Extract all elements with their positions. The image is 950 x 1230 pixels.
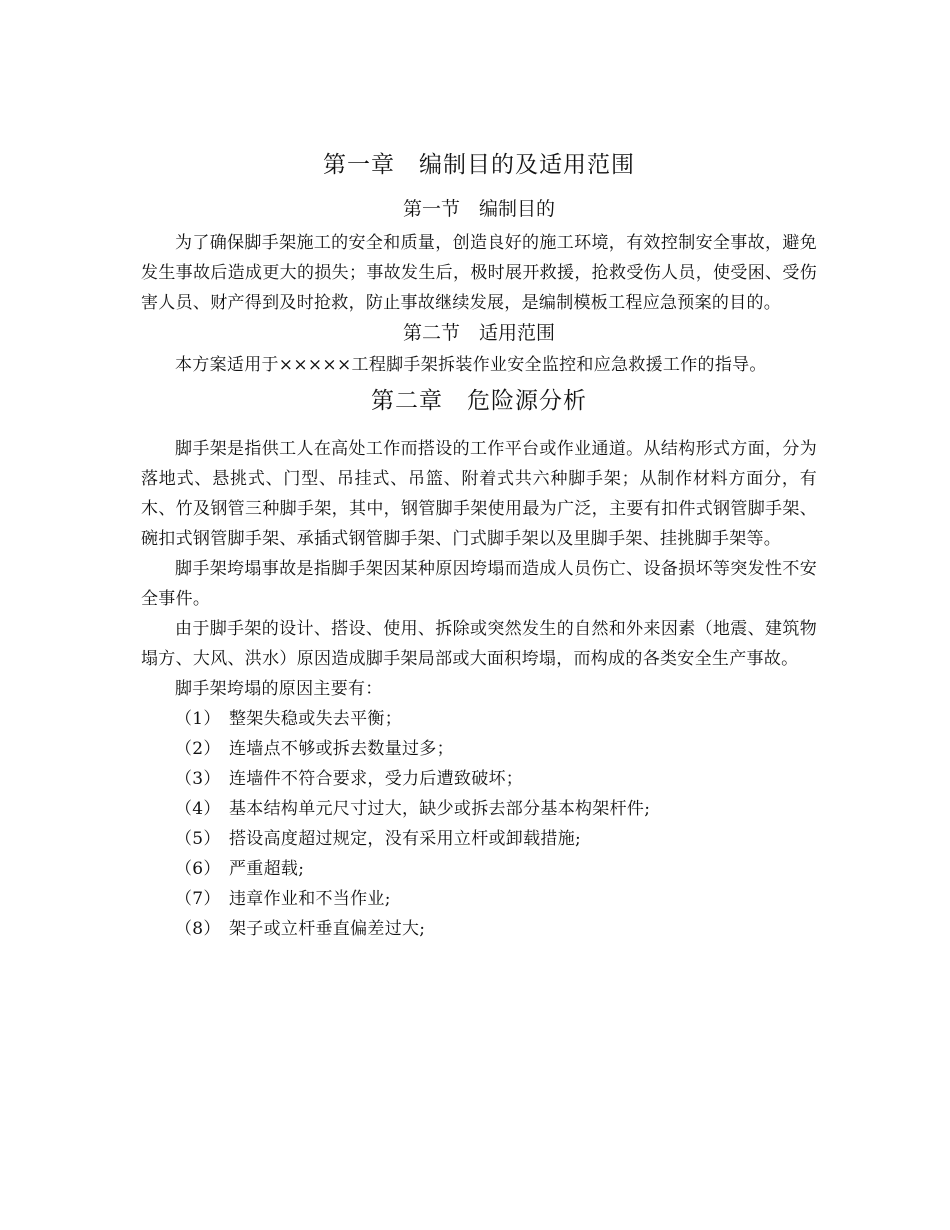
- list-item: [141, 914, 817, 944]
- list-item-text: 连墙件不符合要求，受力后遭致破坏；: [229, 769, 524, 789]
- chapter-2-title: 第二章 危险源分析: [371, 388, 587, 414]
- list-item: [141, 884, 817, 914]
- list-item-number: （3）: [175, 769, 221, 789]
- list-item-number: （8）: [175, 919, 221, 939]
- paragraph-collapse-definition: 脚手架垮塌事故是指脚手架因某种原因垮塌而造成人员伤亡、设备损坏等突发性不安全事件。: [141, 559, 817, 609]
- chapter-1-title: 第一章 编制目的及适用范围: [323, 152, 635, 178]
- list-item: [141, 794, 817, 824]
- paragraph-causes-intro: 脚手架垮塌的原因主要有：: [175, 679, 383, 699]
- section-2-body: 本方案适用于×××××工程脚手架拆装作业安全监控和应急救援工作的指导。: [175, 355, 767, 375]
- list-item: [141, 824, 817, 854]
- list-item-text: 连墙点不够或拆去数量过多；: [229, 739, 454, 759]
- list-item: [141, 734, 817, 764]
- list-item-text: 基本结构单元尺寸过大，缺少或拆去部分基本构架杆件;: [229, 799, 651, 819]
- list-item-text: 整架失稳或失去平衡；: [229, 709, 402, 729]
- list-item-number: （6）: [175, 859, 221, 879]
- list-item-text: 违章作业和不当作业;: [229, 889, 391, 909]
- list-item: [141, 764, 817, 794]
- list-item: [141, 854, 817, 884]
- section-1-title: 第一节 编制目的: [402, 198, 555, 220]
- paragraph-scaffold-definition: 脚手架是指供工人在高处工作而搭设的工作平台或作业通道。从结构形式方面，分为落地式、悬挑式、门型、吊挂式、吊篮、附着式共六种脚手架；从制作材料方面分，有木、竹及钢管三种脚手架，其中，钢管脚手架使用最为广泛，主要有扣件式钢管脚手架、碗扣式钢管脚手架、承插式钢管脚手架、门式脚手架以及里脚手架、挂挑脚手架等。: [141, 439, 817, 549]
- list-item-number: （4）: [175, 799, 221, 819]
- list-item-number: （2）: [175, 739, 221, 759]
- list-item-number: （7）: [175, 889, 221, 909]
- list-item-number: （1）: [175, 709, 221, 729]
- section-2-title: 第二节 适用范围: [402, 322, 555, 344]
- causes-list: [141, 704, 817, 944]
- list-item-text: 严重超载;: [229, 859, 305, 879]
- paragraph-collapse-factors: 由于脚手架的设计、搭设、使用、拆除或突然发生的自然和外来因素（地震、建筑物塌方、大风、洪水）原因造成脚手架局部或大面积垮塌，而构成的各类安全生产事故。: [141, 619, 817, 669]
- list-item-text: 搭设高度超过规定，没有采用立杆或卸载措施;: [229, 829, 582, 849]
- section-1-body: 为了确保脚手架施工的安全和质量，创造良好的施工环境，有效控制安全事故，避免发生事故后造成更大的损失；事故发生后，极时展开救援，抢救受伤人员，使受困、受伤害人员、财产得到及时抢救，防止事故继续发展，是编制模板工程应急预案的目的。: [141, 233, 817, 313]
- document-page: [141, 150, 817, 944]
- list-item-number: （5）: [175, 829, 221, 849]
- list-item: [141, 704, 817, 734]
- list-item-text: 架子或立杆垂直偏差过大;: [229, 919, 426, 939]
